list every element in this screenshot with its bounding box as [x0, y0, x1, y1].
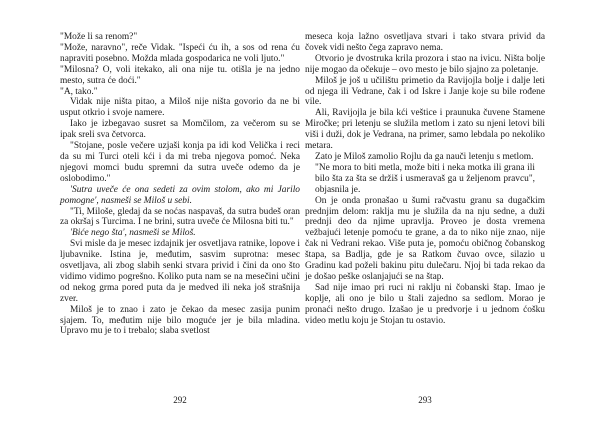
page-number-right: 293	[418, 395, 432, 405]
paragraph: Iako je izbegavao susret sa Momčilom, za večerom su se ipak sreli sva četvorca.	[60, 119, 300, 141]
paragraph: Sad nije imao pri ruci ni raklju ni čobanski štap. Imao je koplje, ali ono je bilo u štali zajedno sa sedlom. Morao je pronaći nešto drugo. Izašao je u predvorje i u jednom ćošku video metlu koju je Stojan tu ostavio.	[305, 282, 545, 326]
page-number-left: 292	[173, 395, 187, 405]
paragraph-thought: 'Biće nego šta', nasmeši se Miloš.	[70, 228, 196, 239]
paragraph-quote: "Ne mora to biti metla, može biti i neka motka ili grana ili bilo šta za šta se držiš i usmeravaš ga u željenom pravcu", objasnila je.	[315, 162, 535, 195]
paragraph: Vidak nije ništa pitao, a Miloš nije ništa govorio da ne bi usput otkrio i svoje namere.	[60, 97, 300, 119]
paragraph: "Milosna? O, voli itekako, ali ona nije tu. otišla je na jedno mesto, sutra će doći."	[60, 64, 300, 86]
left-page	[60, 32, 300, 392]
paragraph: Svi misle da je mesec izdajnik jer osvetljava ratnike, lopove i ljubavnike. Istina je, međutim, sasvim suprotna: mesec osvetljava, ali zbog slabih senki stvara privid i čini da ono što vidimo vidimo pogrešno. Koliko puta nam se na mesečini učini od nekog grma pored puta da je medved ili neka još strašnija zver.	[60, 239, 300, 304]
paragraph: Otvorio je dvostruka krila prozora i stao na ivicu. Ništa bolje nije mogao da očekuje – ovo mesto je bilo sjajno za poletanje.	[305, 53, 545, 75]
paragraph: meseca koja lažno osvetljava stvari i tako stvara privid da čovek vidi nešto čega zapravo nema.	[305, 32, 545, 53]
paragraph: "A, tako."	[60, 86, 98, 97]
paragraph: Miloš je to znao i zato je čekao da mesec zasija punim sjajem. To, međutim nije bilo moguće jer je bila mladina. Upravo mu je to i trebalo; slaba svetlost	[60, 304, 300, 337]
paragraph: On je onda pronašao u šumi račvastu granu sa dugačkim prednjim delom: raklja mu je služila da na nju sedne, a duži prednji deo da njime upravlja. Proveo je dosta vremena vežbajući letenje pomoću te grane, a da to niko nije znao, nije čak ni Vedrani rekao. Više puta je, pomoću običnog čobanskog štapa, sa Badlja, gde je sa Ratkom čuvao ovce, silazio u Gradinu kad poželi bakinu pitu dulečaru. Njoj bi tada rekao da je došao peške oslanjajući se na štap.	[305, 195, 545, 282]
paragraph: "Stojane, posle večere uzjaši konja pa idi kod Velička i reci da su mi Turci oteli kći i da mi treba njegova pomoć. Neka njegovi momci budu spremni da sutra uveče odemo da je oslobodimo."	[60, 141, 300, 184]
paragraph-thought: 'Sutra uveče će ona sedeti za ovim stolom, ako mi Jarilo pomogne', nasmeši se Miloš u sebi.	[60, 184, 300, 206]
paragraph: "Može, naravno", reče Vidak. "Ispeći ću ih, a sos od rena ću napraviti posebno. Možda mlada gospodarica ne voli ljuto."	[60, 42, 300, 64]
paragraph: Zato je Miloš zamolio Rojlu da ga nauči letenju s metlom.	[315, 151, 534, 162]
paragraph: Ali, Ravijojla je bila kći veštice i praunuka čuvene Stamene Miročke; pri letenju se služila metlom i zato su njeni letovi bili viši i duži, dok je Vedrana, na primer, samo lebdala po nekoliko metara.	[305, 108, 545, 152]
right-page	[305, 32, 545, 392]
paragraph: Miloš je još u učilištu primetio da Ravijojla bolje i dalje leti od njega ili Vedrane, čak i od Iskre i Janje koje su bile rođene vile.	[305, 75, 545, 108]
paragraph: "Može li sa renom?"	[60, 32, 138, 42]
paragraph: "Ti, Miloše, gledaj da se noćas naspavaš, da sutra budeš oran za okršaj s Turcima. I ne brini, sutra uveče će Milosna biti tu."	[60, 206, 300, 228]
